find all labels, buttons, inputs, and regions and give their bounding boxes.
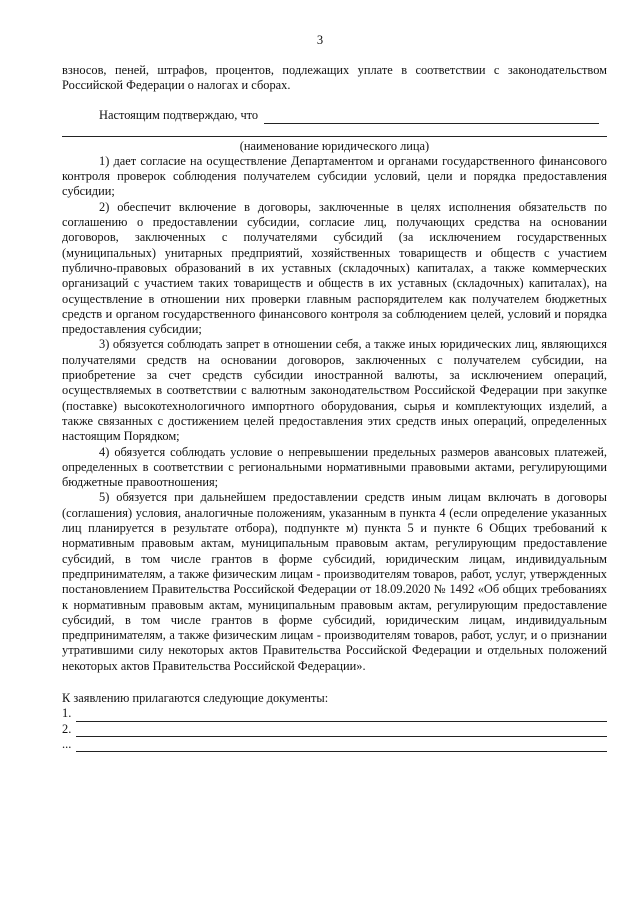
obligation-item-2: 2) обеспечит включение в договоры, заключенные в целях исполнения обязательств по соглашению о предоставлении субсидии, согласие лиц, получающих средства на основании договоров, заключенных с получателями субсидий (за исключением государственных (муниципальных) унитарных предприятий, хозяйственных товариществ и обществ с участием публично-правовых образований в их уставных (складочных) капиталах, а также коммерческих организаций с участием таких товариществ и обществ в их уставных (складочных) капиталах), на осуществление в отношении них проверки главным распорядителем как получателем бюджетных средств и органом государственного финансового контроля за соблюдением целей, условий и порядка предоставления субсидии;	[62, 199, 607, 337]
document-body	[62, 63, 607, 752]
attachment-number: 2.	[62, 721, 72, 736]
attachment-blank[interactable]	[76, 710, 607, 722]
entity-name-blank[interactable]	[264, 112, 599, 124]
attachment-row-more	[62, 737, 607, 752]
obligation-item-4: 4) обязуется соблюдать условие о непревышении предельных размеров авансовых платежей, определенных в соответствии с региональными нормативными правовыми актами, регулирующими бюджетные правоотношения;	[62, 444, 607, 490]
attachment-number: ...	[62, 736, 72, 751]
attachment-blank[interactable]	[76, 725, 607, 737]
attachment-row-1	[62, 706, 607, 721]
entity-name-caption: (наименование юридического лица)	[239, 138, 430, 153]
entity-name-blank-continuation[interactable]	[62, 136, 607, 137]
page-number: 3	[316, 33, 324, 47]
confirmation-row	[62, 108, 607, 124]
obligation-item-3: 3) обязуется соблюдать запрет в отношении себя, а также иных юридических лиц, являющихся получателями средств на основании договоров, заключенных с получателем субсидии, на приобретение за счет средств субсидии иностранной валюты, за исключением операций, осуществляемых в соответствии с валютным законодательством Российской Федерации при закупке (поставке) высокотехнологичного импортного оборудования, сырья и комплектующих изделий, а также связанных с достижением целей предоставления этих средств иных операций, определенных настоящим Порядком;	[62, 337, 607, 444]
attachment-blank[interactable]	[76, 740, 607, 752]
obligation-item-5: 5) обязуется при дальнейшем предоставлении средств иным лицам включать в договоры (соглашения) условия, аналогичные положениям, указанным в пункта 4 (если определение указанных лиц планируется в результате отбора), подпункте м) пункта 5 и пункте 6 Общих требований к нормативным правовым актам, муниципальным правовым актам, регулирующим предоставление субсидий, в том числе грантов в форме субсидий, юридическим лицам, индивидуальным предпринимателям, а также физическим лицам - производителям товаров, работ, услуг, утвержденных постановлением Правительства Российской Федерации от 18.09.2020 № 1492 «Об общих требованиях к нормативным правовым актам, муниципальным правовым актам, регулирующим предоставление субсидий, в том числе грантов в форме субсидий, юридическим лицам, индивидуальным предпринимателям, а также физическим лицам - производителям товаров, работ, услуг, и о признании утратившими силу некоторых актов Правительства Российской Федерации и отдельных положений некоторых актов Правительства Российской Федерации».	[62, 490, 607, 673]
attachments-heading: К заявлению прилагаются следующие документы:	[62, 690, 329, 705]
intro-paragraph: взносов, пеней, штрафов, процентов, подлежащих уплате в соответствии с законодательством Российской Федерации о налогах и сборах.	[62, 63, 607, 93]
obligation-item-1: 1) дает согласие на осуществление Департаментом и органами государственного финансового контроля проверок соблюдения получателем субсидии условий, цели и порядка предоставления субсидии;	[62, 153, 607, 199]
attachment-row-2	[62, 722, 607, 737]
attachment-number: 1.	[62, 706, 72, 721]
confirmation-label: Настоящим подтверждаю, что	[99, 108, 259, 123]
